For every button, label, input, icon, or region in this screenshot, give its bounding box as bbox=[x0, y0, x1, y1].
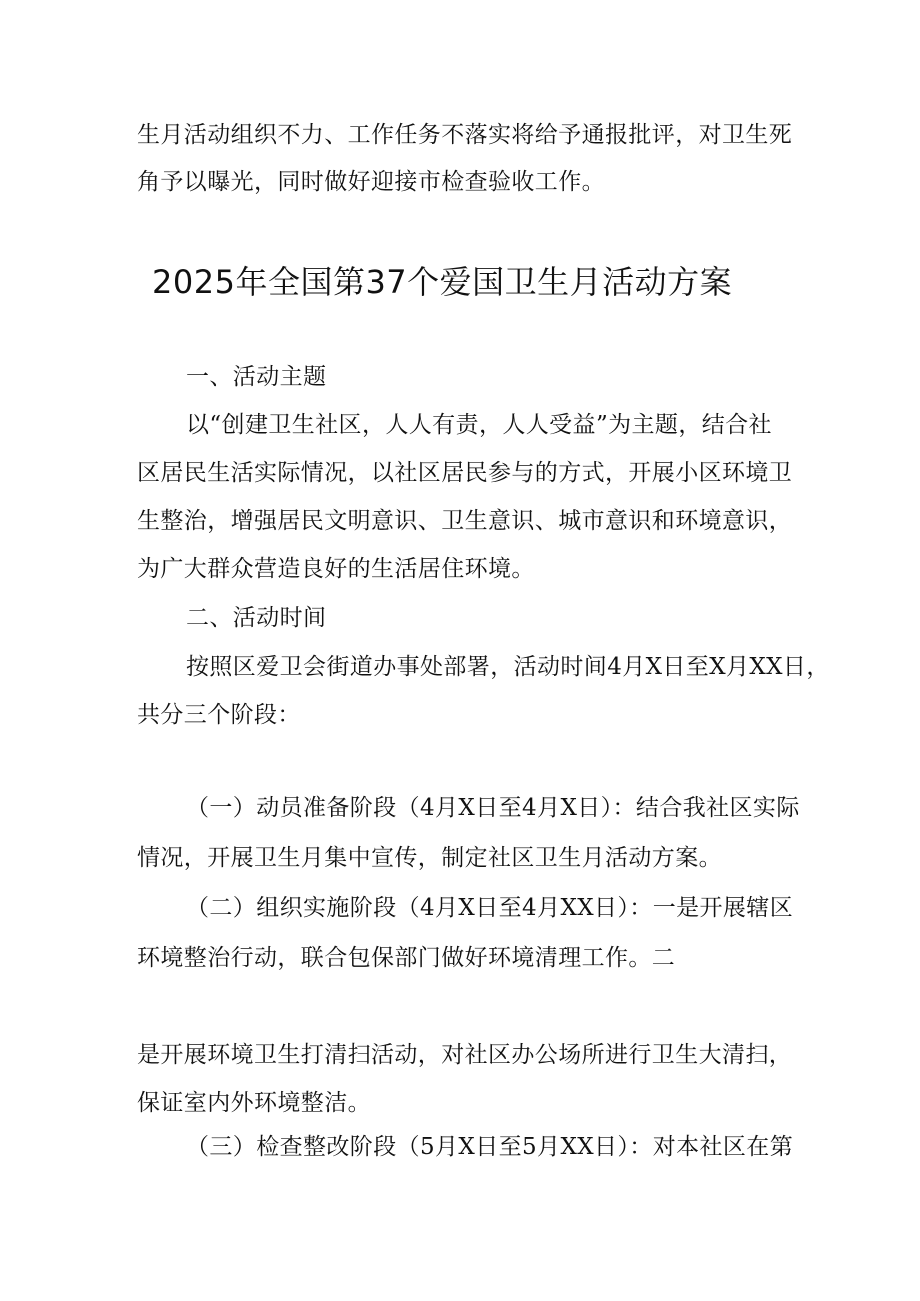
stage2-line-3: 是开展环境卫生打清扫活动，对社区办公场所进行卫生大清扫， bbox=[137, 1042, 793, 1068]
theme-paragraph-line-1: 以“创建卫生社区，人人有责，人人受益”为主题，结合社 bbox=[186, 412, 772, 438]
time-paragraph-line-1: 按照区爱卫会街道办事处部署，活动时间4月X日至X月XX日， bbox=[186, 654, 830, 680]
theme-paragraph-line-4: 为广大群众营造良好的生活居住环境。 bbox=[137, 556, 535, 582]
theme-paragraph-line-2: 区居民生活实际情况，以社区居民参与的方式，开展小区环境卫 bbox=[137, 460, 793, 486]
section-heading-time: 二、活动时间 bbox=[186, 605, 327, 631]
stage1-line-1: （一）动员准备阶段（4月X日至4月X日）：结合我社区实际 bbox=[186, 795, 800, 821]
stage1-line-2: 情况，开展卫生月集中宣传，制定社区卫生月活动方案。 bbox=[137, 845, 722, 871]
theme-paragraph-line-3: 生整治，增强居民文明意识、卫生意识、城市意识和环境意识， bbox=[137, 508, 793, 534]
continuation-line-2: 角予以曝光，同时做好迎接市检查验收工作。 bbox=[137, 169, 605, 195]
time-paragraph-line-2: 共分三个阶段： bbox=[137, 702, 301, 728]
stage2-line-1: （二）组织实施阶段（4月X日至4月XX日）：一是开展辖区 bbox=[186, 895, 794, 921]
continuation-line-1: 生月活动组织不力、工作任务不落实将给予通报批评，对卫生死 bbox=[137, 122, 793, 148]
document-title: 2025年全国第37个爱国卫生月活动方案 bbox=[152, 263, 733, 301]
stage2-line-2: 环境整治行动，联合包保部门做好环境清理工作。二 bbox=[137, 945, 676, 971]
stage3-line-1: （三）检查整改阶段（5月X日至5月XX日）：对本社区在第 bbox=[186, 1134, 794, 1160]
section-heading-theme: 一、活动主题 bbox=[186, 364, 327, 390]
stage2-line-4: 保证室内外环境整洁。 bbox=[137, 1090, 371, 1116]
